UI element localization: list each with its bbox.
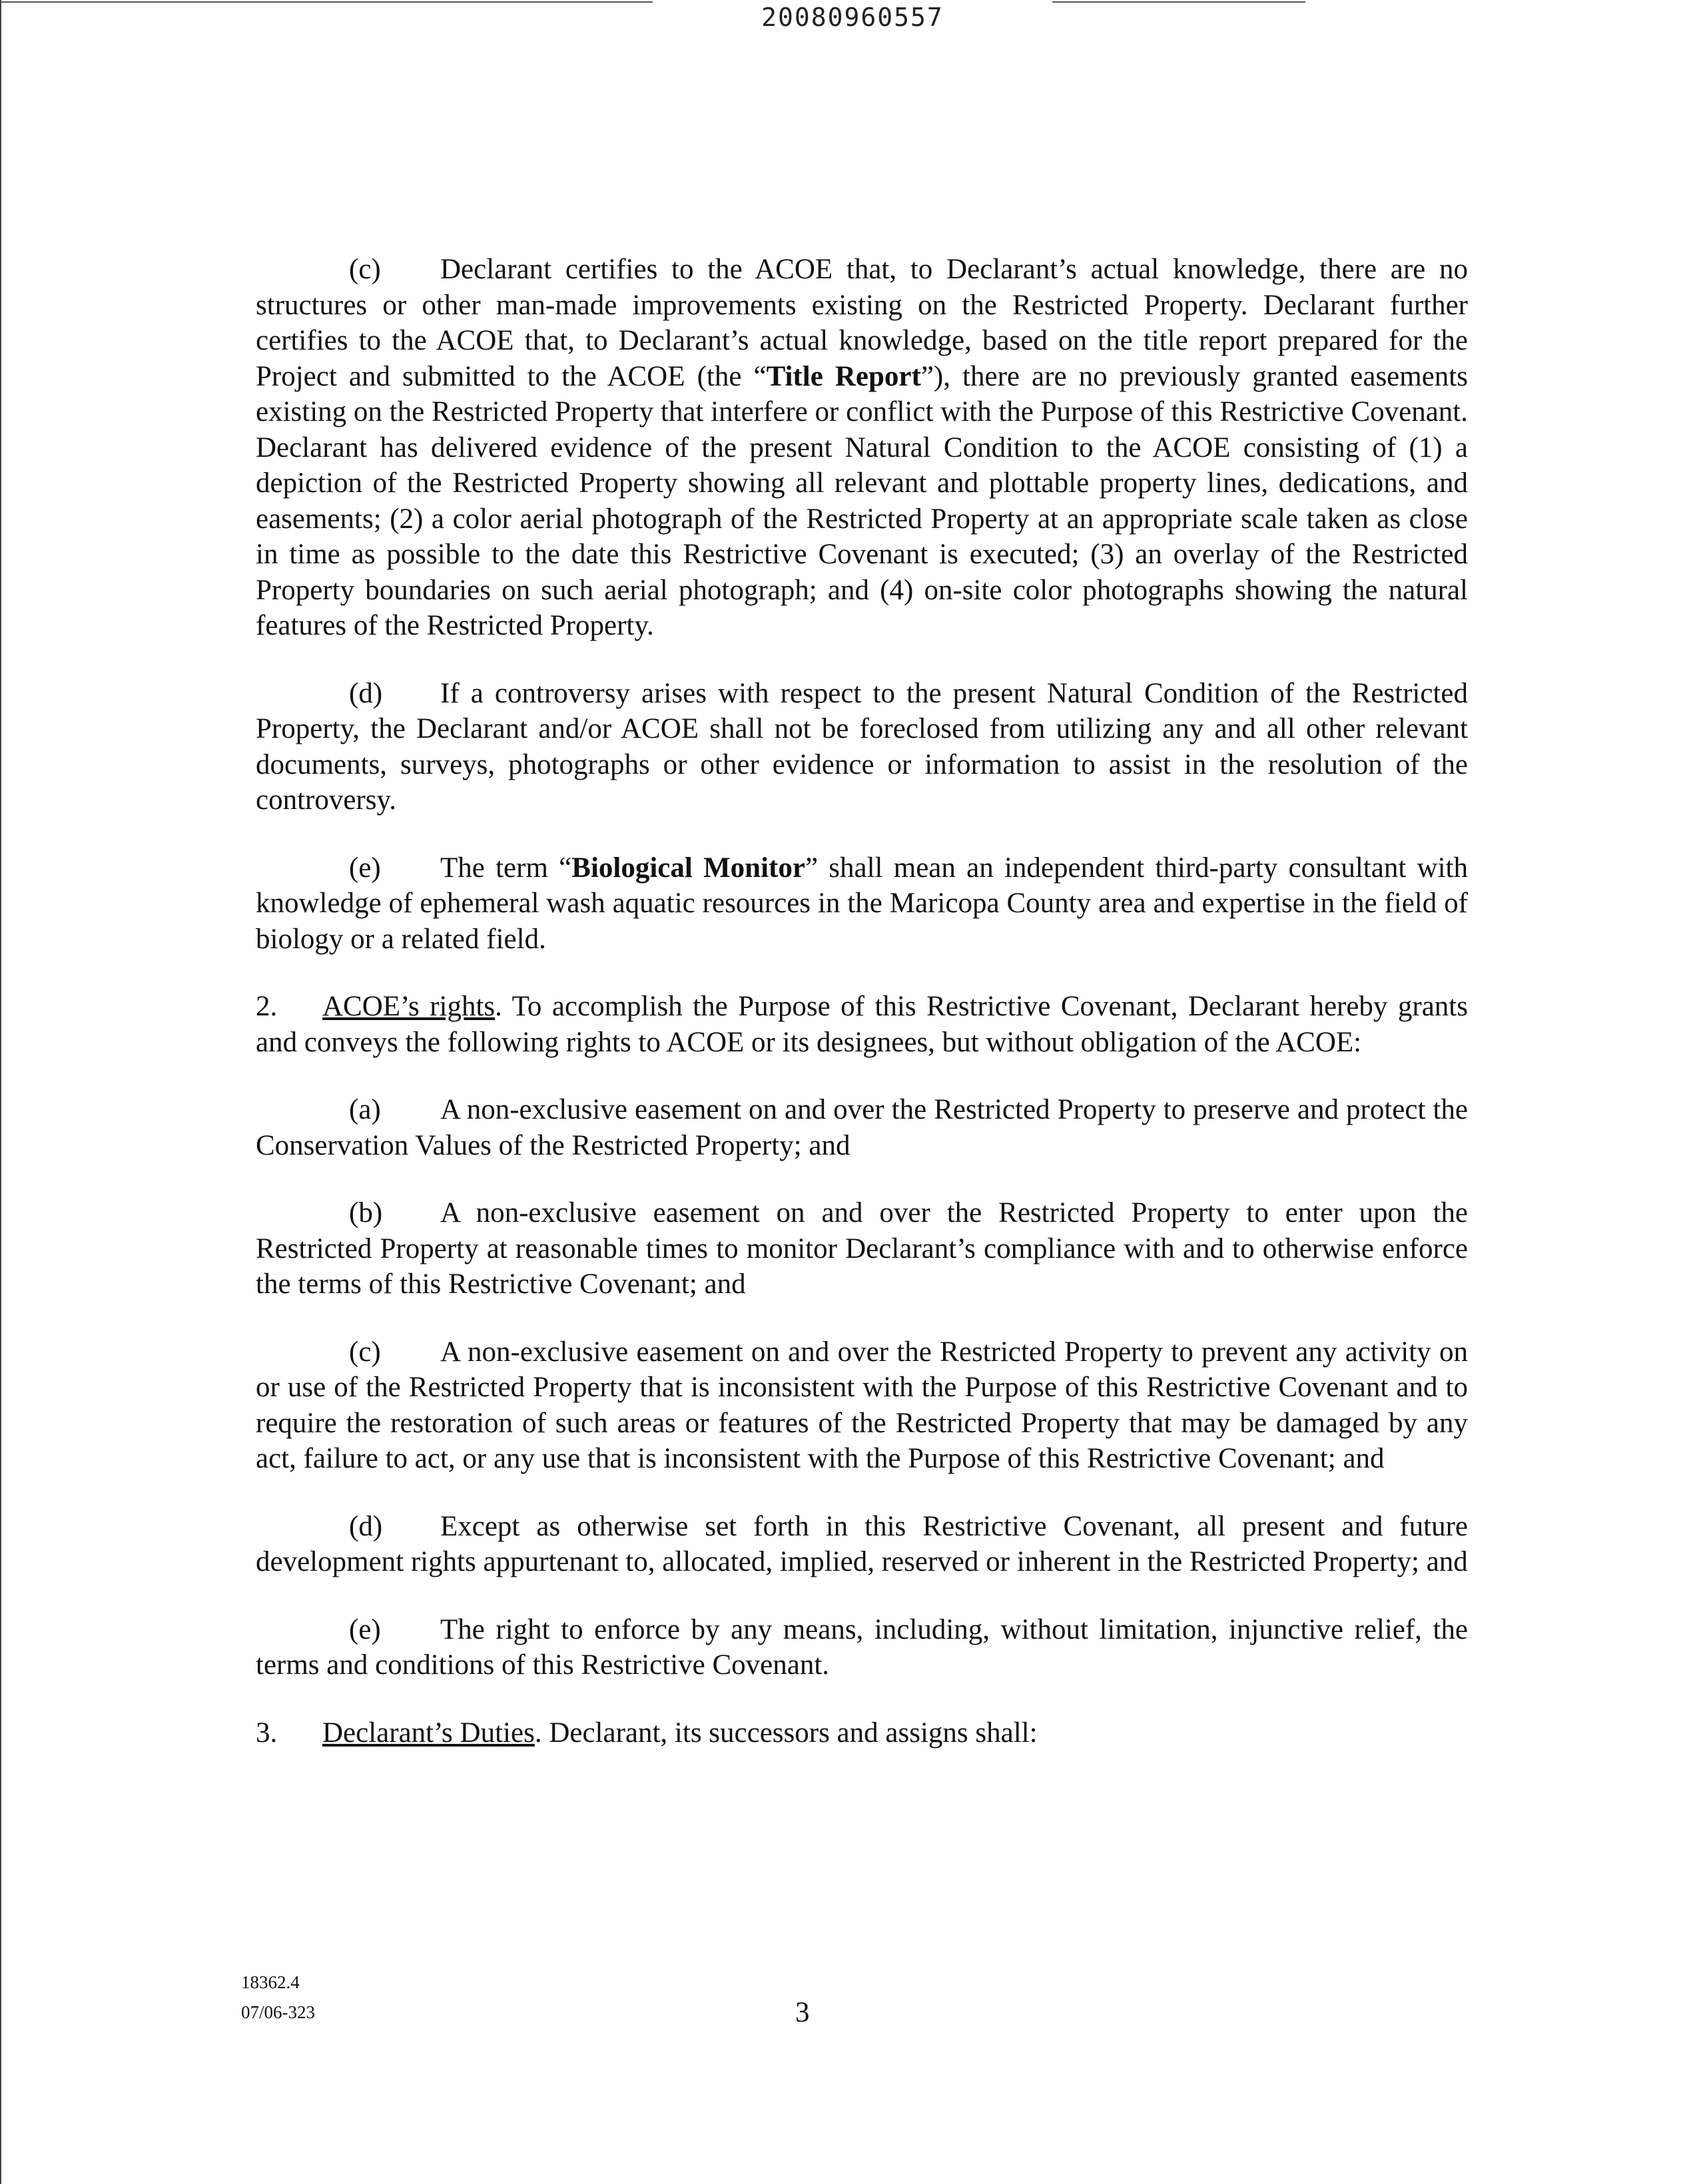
recording-number: 20080960557 [761, 3, 944, 32]
defined-term-biological-monitor: Biological Monitor [571, 852, 805, 884]
section-2 [256, 989, 1468, 1060]
file-number: 07/06-323 [241, 2002, 315, 2022]
paragraph-text: Except as otherwise set forth in this Restrictive Covenant, all present and future development rights appurtenant to, allocated, implied, reserved or inherent in the Restricted Property; and [256, 1510, 1468, 1577]
paragraph-text: The term “ [440, 852, 572, 884]
paragraph-text: Declarant certifies to the ACOE that, to Declarant’s actual knowledge, there are no structures or other man-made improvements existing on the Restricted Property. Declarant further certifies to the ACOE that, to Declarant’s actual knowledge, based on the title report prepared for the Project and submitted to the ACOE (the “ [256, 254, 1468, 392]
paragraph-text: The right to enforce by any means, including, without limitation, injunctive relief, the terms and conditions of this Restrictive Covenant. [256, 1613, 1468, 1681]
paragraph-label: (d) [349, 677, 383, 709]
paragraph-text: ” shall mean an independent third-party consultant with knowledge of ephemeral wash aquatic resources in the Maricopa County area and expertise in the field of biology or a related field. [256, 852, 1468, 955]
section-number: 3. [256, 1717, 278, 1749]
scan-left-edge [0, 0, 1, 2184]
section-heading: ACOE’s rights [322, 991, 496, 1022]
section-text: . Declarant, its successors and assigns shall: [534, 1717, 1038, 1749]
document-number: 18362.4 [241, 1972, 300, 1992]
paragraph-label: (e) [349, 852, 381, 884]
paragraph-text: A non-exclusive easement on and over the Restricted Property to enter upon the Restricted Property at reasonable times to monitor Declarant’s compliance with and to otherwise enforce the terms of this Restrictive Covenant; and [256, 1197, 1468, 1300]
paragraph-label: (e) [349, 1613, 381, 1645]
paragraph-2e [256, 1612, 1468, 1683]
paragraph-label: (c) [349, 254, 381, 285]
paragraph-label: (a) [349, 1094, 381, 1125]
paragraph-label: (b) [349, 1197, 383, 1228]
paragraph-text: A non-exclusive easement on and over the Restricted Property to preserve and protect the Conservation Values of the Restricted Property; and [256, 1094, 1468, 1161]
paragraph-2b [256, 1195, 1468, 1302]
paragraph-text: A non-exclusive easement on and over the Restricted Property to prevent any activity on or use of the Restricted Property that is inconsistent with the Purpose of this Restrictive Covenant and to require the restoration of such areas or features of the Restricted Property that may be damaged by any act, failure to act, or any use that is inconsistent with the Purpose of this Restrictive Covenant; and [256, 1336, 1468, 1474]
section-3 [256, 1715, 1468, 1751]
defined-term-title-report: Title Report [766, 360, 921, 392]
document-body [256, 252, 1468, 1782]
footer-reference [241, 1968, 315, 2028]
paragraph-2c [256, 1334, 1468, 1477]
paragraph-1c [256, 252, 1468, 644]
paragraph-label: (d) [349, 1510, 383, 1542]
section-text: . To accomplish the Purpose of this Restrictive Covenant, Declarant hereby grants and conveys the following rights to ACOE or its designees, but without obligation of the ACOE: [256, 991, 1468, 1058]
page-number: 3 [795, 1997, 810, 2028]
paragraph-label: (c) [349, 1336, 381, 1368]
paragraph-2d [256, 1509, 1468, 1580]
section-heading: Declarant’s Duties [322, 1717, 535, 1749]
paragraph-1d [256, 676, 1468, 818]
paragraph-1e [256, 850, 1468, 957]
paragraph-2a [256, 1092, 1468, 1163]
section-number: 2. [256, 991, 278, 1022]
paragraph-text: ”), there are no previously granted easements existing on the Restricted Property that interfere or conflict with the Purpose of this Restrictive Covenant. Declarant has delivered evidence of the present Natural Condition to the ACOE consisting of (1) a depiction of the Restricted Property showing all relevant and plottable property lines, dedications, and easements; (2) a color aerial photograph of the Restricted Property at an appropriate scale taken as close in time as possible to the date this Restrictive Covenant is executed; (3) an overlay of the Restricted Property boundaries on such aerial photograph; and (4) on-site color photographs showing the natural features of the Restricted Property. [256, 360, 1468, 641]
paragraph-text: If a controversy arises with respect to the present Natural Condition of the Restricted Property, the Declarant and/or ACOE shall not be foreclosed from utilizing any and all other relevant documents, surveys, photographs or other evidence or information to assist in the resolution of the controversy. [256, 677, 1468, 816]
